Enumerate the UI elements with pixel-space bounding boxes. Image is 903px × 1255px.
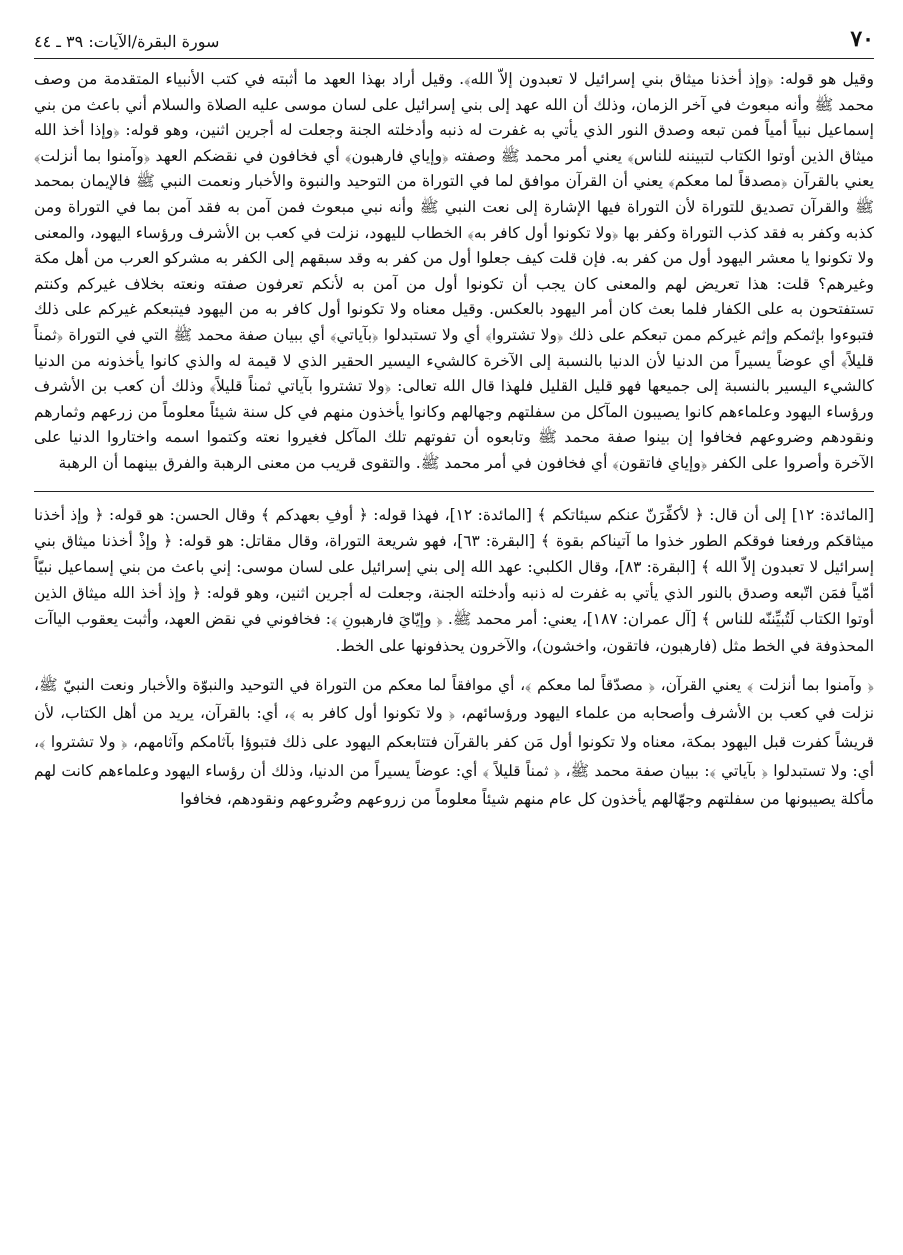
- footnote: [المائدة: ١٢] إلى أن قال: ﴿ لأكفِّرَنّ عنكم سيئاتكم ﴾ [المائدة: ١٢]، فهذا قوله: ﴿ أوفِ بعهدكم ﴾ وقال الحسن: هو قوله: ﴿ وإذ أخذنا ميثاقكم ورفعنا فوقكم الطور خذوا ما آتيناكم بقوة ﴾ [البقرة: ٦٣]، فهو شريعة التوراة، وقال مقاتل: هو قوله: ﴿ وإذْ أخذنا ميثاق بني إسرائيل لا تعبدون إلاّ الله ﴾ [البقرة: ٨٣]، وقال الكلبي: عهد الله إلى بني إسرائيل على لسان موسى: إني باعث من بني إسماعيل نبيّاً أمّياً فمَن اتّبعه وصدق بالنور الذي يأتي به غفرت له ذنبه وأدخلته الجنة، وجعلت له أجرين اثنين، وهو قوله: ﴿ وإذ أخذ الله ميثاق الذين أوتوا الكتاب لَتُبيِّننّه للناس ﴾ [آل عمران: ١٨٧]، يعني: أمر محمد ﷺ. ﴿ وإيّايَ فارهبونِ ﴾: فخافوني في نقض العهد، وأثبت يعقوب الياآت المحذوفة في الخط مثل (فارهبون، فاتقون، واخشون)، والآخرون يحذفونها على الخط.: [34, 505, 874, 655]
- main-text: [34, 67, 874, 477]
- commentary: [34, 671, 874, 814]
- page-header: [34, 24, 874, 59]
- book-page: [34, 24, 874, 1244]
- footnote-divider: [34, 491, 874, 492]
- running-title: سورة البقرة/الآيات: ٣٩ ـ ٤٤: [34, 32, 220, 51]
- page-number: ٧٠: [850, 26, 874, 52]
- commentary-paragraph: ﴿ وآمنوا بما أنزلت ﴾ يعني القرآن، ﴿ مصدّقاً لما معكم ﴾، أي موافقاً لما معكم من التوراة في التوحيد والنبوّة والأخبار ونعت النبيّ ﷺ، نزلت في كعب بن الأشرف وأصحابه من علماء اليهود ورؤسائهم، ﴿ ولا تكونوا أول كافر به ﴾، أي: بالقرآن، يريد من أهل الكتاب، لأن قريشاً كفرت قبل اليهود بمكة، معناه ولا تكونوا أول مَن كفر بالقرآن فتتابعكم اليهود على ذلك فتبوؤا بآثامكم وآثامهم، ﴿ ولا تشتروا ﴾، أي: ولا تستبدلوا ﴿ بآياتي ﴾: ببيان صفة محمد ﷺ، ﴿ ثمناً قليلاً ﴾ أي: عوضاً يسيراً من الدنيا، وذلك أن رؤساء اليهود وعلماءهم كانت لهم مأكلة يصيبونها من سفلتهم وجهّالهم يأخذون كل عام منهم شيئاً معلوماً من زروعهم وضُروعهم ونقودهم، فخافوا: [34, 675, 874, 809]
- main-paragraph: وقيل هو قوله: ﴿وإذ أخذنا ميثاق بني إسرائيل لا تعبدون إلاّ الله﴾. وقيل أراد بهذا العهد ما أثبته في كتب الأنبياء المتقدمة من وصف محمد ﷺ وأنه مبعوث في آخر الزمان، وذلك أن الله عهد إلى بني إسرائيل على لسان موسى عليه الصلاة والسلام أني باعث من بني إسماعيل نبياً أمياً فمن تبعه وصدق النور الذي يأتي به غفرت له ذنبه وأدخلته الجنة وجعلت له أجرين اثنين، وهو قوله: ﴿وإذا أخذ الله ميثاق الذين أوتوا الكتاب لتبيننه للناس﴾ يعني أمر محمد ﷺ وصفته ﴿وإياي فارهبون﴾ أي فخافون في نقضكم العهد ﴿وآمنوا بما أنزلت﴾ يعني بالقرآن ﴿مصدقاً لما معكم﴾ يعني أن القرآن موافق لما في التوراة من التوحيد والنبوة والأخبار ونعمت النبي ﷺ فالإيمان بمحمد ﷺ والقرآن تصديق للتوراة لأن التوراة فيها الإشارة إلى نعت النبي ﷺ وأنه نبي مبعوث فمن آمن به فقد آمن بما في التوراة ومن كذبه وكفر به فقد كذب التوراة وكفر بها ﴿ولا تكونوا أول كافر به﴾ الخطاب لليهود، نزلت في كعب بن الأشرف ورؤساء اليهود، والمعنى ولا تكونوا يا معشر اليهود أول من كفر به. فإن قلت كيف جعلوا أول من كفر به وقد سبقهم إلى الكفر به مشركو العرب من أهل مكة وغيرهم؟ قلت: هذا تعريض لهم والمعنى كان يجب أن تكونوا أول من آمن به لأنكم تعرفون صفته ونعته بخلاف غيركم وكنتم تستفتحون به على الكفار فلما بعث كان أمر اليهود بالعكس. وقيل معناه ولا تكونوا أول كافر به من اليهود فيتبعكم غيركم على ذلك فتبوءوا بإثمكم وإثم غيركم ممن تبعكم على ذلك ﴿ولا تشتروا﴾ أي ولا تستبدلوا ﴿بآياتي﴾ أي ببيان صفة محمد ﷺ التي في التوراة ﴿ثمناً قليلاً﴾ أي عوضاً يسيراً من الدنيا لأن الدنيا بالنسبة إلى الآخرة كالشيء اليسير الحقير الذي لا قيمة له والذي كانوا يأخذونه من الدنيا كالشيء اليسير بالنسبة إلى جميعها فهو قليل القليل فلهذا قال الله تعالى: ﴿ولا تشتروا بآياتي ثمناً قليلاً﴾ وذلك أن كعب بن الأشرف ورؤساء اليهود وعلماءهم كانوا يصيبون المآكل من سفلتهم وجهالهم وكانوا يأخذون منهم في كل سنة شيئاً معلوماً من زرعهم وثمارهم ونقودهم وضروعهم فخافوا إن بينوا صفة محمد ﷺ وتابعوه أن تفوتهم تلك المآكل فغيروا نعته وكتموا اسمه واختاروا الدنيا على الآخرة وأصروا على الكفر ﴿وإياي فاتقون﴾ أي فخافون في أمر محمد ﷺ. والتقوى قريب من معنى الرهبة والفرق بينهما أن الرهبة: [34, 70, 874, 472]
